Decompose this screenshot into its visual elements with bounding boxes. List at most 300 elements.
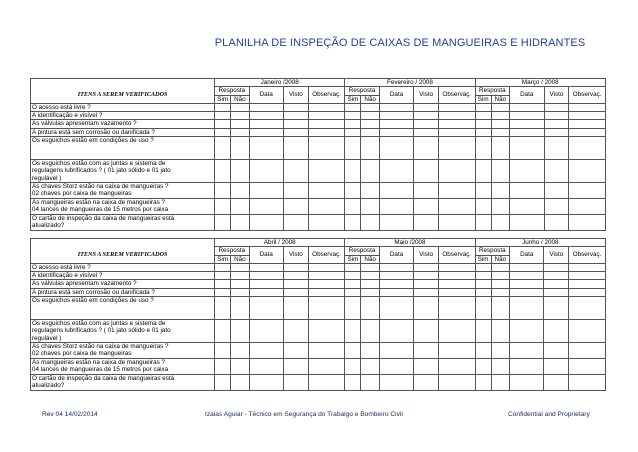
- answer-cell: [249, 120, 283, 128]
- answer-cell: [438, 182, 475, 198]
- item-text-line: As mangueiras estão na caixa de mangueiras ?: [32, 198, 166, 206]
- answer-cell: [379, 374, 413, 390]
- visto-header: Visto: [283, 247, 308, 264]
- answer-cell: [379, 263, 413, 271]
- sim-header: Sim: [345, 95, 361, 103]
- answer-cell: [231, 214, 249, 230]
- answer-cell: [361, 160, 379, 183]
- answer-cell: [475, 297, 491, 320]
- month-header: Junho / 2008: [475, 239, 605, 247]
- answer-cell: [284, 198, 309, 214]
- answer-cell: [361, 198, 379, 214]
- answer-cell: [215, 297, 231, 320]
- answer-cell: [569, 112, 606, 120]
- answer-cell: [231, 112, 249, 120]
- answer-cell: [569, 198, 606, 214]
- answer-cell: [544, 320, 569, 343]
- answer-cell: [379, 280, 413, 288]
- answer-cell: [569, 128, 606, 136]
- answer-cell: [544, 280, 569, 288]
- answer-cell: [283, 358, 308, 374]
- answer-cell: [231, 137, 249, 160]
- answer-cell: [544, 182, 569, 198]
- answer-cell: [361, 297, 379, 320]
- item-3: [31, 280, 215, 288]
- nao-header: Não: [491, 95, 509, 103]
- item-text-line: O acesso está livre ?: [32, 263, 91, 271]
- inspection-table-q1: [30, 78, 606, 231]
- blank-cell: [31, 79, 215, 87]
- answer-cell: [361, 182, 379, 198]
- answer-cell: [414, 297, 439, 320]
- answer-cell: [249, 342, 283, 358]
- answer-cell: [215, 263, 231, 271]
- answer-cell: [215, 103, 231, 111]
- item-2: [31, 272, 215, 280]
- answer-cell: [379, 112, 413, 120]
- answer-cell: [249, 137, 283, 160]
- item-text-line: A pintura está sem corrosão ou danificada ?: [32, 128, 155, 136]
- answer-cell: [438, 198, 475, 214]
- answer-cell: [345, 320, 361, 343]
- answer-cell: [308, 120, 345, 128]
- answer-cell: [569, 297, 606, 320]
- answer-cell: [215, 160, 231, 183]
- item-7: [31, 342, 215, 358]
- answer-cell: [491, 182, 509, 198]
- answer-cell: [284, 137, 309, 160]
- answer-cell: [379, 160, 413, 183]
- answer-cell: [569, 342, 606, 358]
- answer-cell: [414, 342, 439, 358]
- footer-author: Izaias Aguiar - Técnico em Segurança do Trabalgo e Bombeiro Civil: [205, 411, 403, 418]
- answer-cell: [379, 182, 413, 198]
- answer-cell: [379, 297, 413, 320]
- month-header: Abril / 2008: [215, 239, 345, 247]
- answer-cell: [510, 182, 544, 198]
- answer-cell: [231, 263, 249, 271]
- answer-cell: [231, 182, 249, 198]
- answer-cell: [510, 272, 544, 280]
- answer-cell: [544, 128, 569, 136]
- answer-cell: [475, 128, 491, 136]
- answer-cell: [491, 297, 509, 320]
- item-text-line: regulagens lubrificados ? ( 01 jato sólido e 01 jato: [32, 167, 171, 175]
- item-5: [31, 297, 215, 320]
- answer-cell: [361, 128, 379, 136]
- answer-cell: [475, 112, 491, 120]
- answer-cell: [283, 272, 308, 280]
- answer-cell: [491, 120, 509, 128]
- answer-cell: [231, 272, 249, 280]
- answer-cell: [249, 358, 283, 374]
- item-8: [31, 358, 215, 374]
- answer-cell: [215, 288, 231, 296]
- answer-cell: [361, 374, 379, 390]
- answer-cell: [283, 288, 308, 296]
- answer-cell: [438, 137, 475, 160]
- item-6: [31, 160, 215, 183]
- answer-cell: [345, 128, 361, 136]
- answer-cell: [361, 342, 379, 358]
- answer-cell: [414, 263, 439, 271]
- answer-cell: [569, 320, 606, 343]
- answer-cell: [414, 358, 439, 374]
- data-header: Data: [249, 87, 283, 104]
- answer-cell: [544, 297, 569, 320]
- answer-cell: [475, 288, 491, 296]
- resposta-header: Resposta: [345, 247, 379, 255]
- answer-cell: [249, 214, 283, 230]
- answer-cell: [284, 120, 309, 128]
- answer-cell: [544, 374, 569, 390]
- answer-cell: [249, 272, 283, 280]
- answer-cell: [438, 128, 475, 136]
- answer-cell: [231, 120, 249, 128]
- answer-cell: [491, 280, 509, 288]
- visto-header: Visto: [544, 247, 569, 264]
- answer-cell: [475, 374, 491, 390]
- sim-header: Sim: [215, 95, 231, 103]
- answer-cell: [510, 128, 544, 136]
- blank-cell: [31, 239, 215, 247]
- answer-cell: [249, 297, 283, 320]
- answer-cell: [491, 160, 509, 183]
- answer-cell: [379, 198, 413, 214]
- answer-cell: [308, 280, 345, 288]
- answer-cell: [475, 272, 491, 280]
- answer-cell: [491, 320, 509, 343]
- item-2: [31, 112, 215, 120]
- item-text-line: regulável ): [32, 174, 62, 182]
- answer-cell: [283, 342, 308, 358]
- item-text-line: O cartão de inspeção da caixa de mangueiras está: [32, 214, 175, 222]
- answer-cell: [283, 320, 308, 343]
- item-text-line: Os esguichos estão em condições de uso ?: [32, 297, 154, 305]
- answer-cell: [414, 137, 439, 160]
- answer-cell: [438, 374, 475, 390]
- item-text-line: Os esguichos estão em condições de uso ?: [32, 137, 154, 145]
- answer-cell: [569, 374, 606, 390]
- observ-header: Observaç.: [438, 87, 475, 104]
- observ-header: Observaç.: [308, 247, 345, 264]
- answer-cell: [414, 214, 439, 230]
- item-text-line: A identificação e visível ?: [32, 112, 103, 120]
- item-9: [31, 374, 215, 390]
- visto-header: Visto: [284, 87, 309, 104]
- answer-cell: [249, 263, 283, 271]
- answer-cell: [379, 214, 413, 230]
- answer-cell: [283, 263, 308, 271]
- item-text-line: O cartão de inspeção da caixa de mangueiras está: [32, 374, 175, 382]
- sim-header: Sim: [475, 255, 491, 263]
- data-header: Data: [510, 87, 544, 104]
- answer-cell: [438, 342, 475, 358]
- answer-cell: [438, 214, 475, 230]
- answer-cell: [569, 160, 606, 183]
- answer-cell: [215, 112, 231, 120]
- answer-cell: [414, 198, 439, 214]
- answer-cell: [308, 214, 345, 230]
- answer-cell: [510, 280, 544, 288]
- answer-cell: [283, 297, 308, 320]
- answer-cell: [379, 320, 413, 343]
- answer-cell: [308, 272, 345, 280]
- answer-cell: [283, 374, 308, 390]
- item-1: [31, 103, 215, 111]
- answer-cell: [215, 342, 231, 358]
- answer-cell: [231, 358, 249, 374]
- answer-cell: [438, 120, 475, 128]
- answer-cell: [361, 112, 379, 120]
- answer-cell: [491, 358, 509, 374]
- answer-cell: [308, 112, 345, 120]
- answer-cell: [414, 160, 439, 183]
- answer-cell: [491, 103, 509, 111]
- item-9: [31, 214, 215, 230]
- resposta-header: Resposta: [475, 247, 509, 255]
- answer-cell: [544, 198, 569, 214]
- answer-cell: [569, 272, 606, 280]
- answer-cell: [361, 263, 379, 271]
- answer-cell: [231, 342, 249, 358]
- answer-cell: [491, 214, 509, 230]
- answer-cell: [510, 112, 544, 120]
- answer-cell: [569, 137, 606, 160]
- answer-cell: [510, 374, 544, 390]
- answer-cell: [414, 182, 439, 198]
- answer-cell: [438, 112, 475, 120]
- answer-cell: [345, 374, 361, 390]
- answer-cell: [215, 120, 231, 128]
- answer-cell: [345, 137, 361, 160]
- answer-cell: [569, 358, 606, 374]
- data-header: Data: [379, 87, 413, 104]
- answer-cell: [308, 374, 345, 390]
- item-text-line: atualizado?: [32, 382, 65, 390]
- answer-cell: [308, 342, 345, 358]
- answer-cell: [215, 280, 231, 288]
- answer-cell: [361, 280, 379, 288]
- answer-cell: [379, 272, 413, 280]
- answer-cell: [475, 263, 491, 271]
- answer-cell: [544, 288, 569, 296]
- answer-cell: [361, 320, 379, 343]
- resposta-header: Resposta: [215, 87, 249, 95]
- item-text-line: As válvulas apresentam vazamento ?: [32, 280, 137, 288]
- answer-cell: [379, 137, 413, 160]
- answer-cell: [215, 374, 231, 390]
- answer-cell: [284, 160, 309, 183]
- answer-cell: [510, 342, 544, 358]
- sim-header: Sim: [215, 255, 231, 263]
- answer-cell: [308, 160, 345, 183]
- data-header: Data: [510, 247, 544, 264]
- answer-cell: [345, 263, 361, 271]
- item-text-line: regulagens lubrificados ? ( 01 jato sólido e 01 jato: [32, 327, 171, 335]
- answer-cell: [510, 320, 544, 343]
- answer-cell: [510, 198, 544, 214]
- answer-cell: [249, 320, 283, 343]
- sim-header: Sim: [475, 95, 491, 103]
- answer-cell: [510, 137, 544, 160]
- answer-cell: [438, 358, 475, 374]
- answer-cell: [215, 128, 231, 136]
- item-text-line: As chaves Storz estão na caixa de mangueiras ?: [32, 342, 169, 350]
- answer-cell: [249, 198, 283, 214]
- answer-cell: [215, 358, 231, 374]
- answer-cell: [569, 214, 606, 230]
- month-header: Março / 2008: [475, 79, 605, 87]
- answer-cell: [345, 103, 361, 111]
- answer-cell: [510, 297, 544, 320]
- answer-cell: [438, 280, 475, 288]
- answer-cell: [308, 137, 345, 160]
- answer-cell: [249, 288, 283, 296]
- answer-cell: [231, 280, 249, 288]
- answer-cell: [438, 297, 475, 320]
- answer-cell: [475, 137, 491, 160]
- answer-cell: [249, 182, 283, 198]
- item-6: [31, 320, 215, 343]
- observ-header: Observaç.: [569, 87, 606, 104]
- answer-cell: [345, 288, 361, 296]
- answer-cell: [414, 128, 439, 136]
- answer-cell: [475, 198, 491, 214]
- answer-cell: [544, 342, 569, 358]
- answer-cell: [491, 137, 509, 160]
- answer-cell: [345, 120, 361, 128]
- answer-cell: [231, 288, 249, 296]
- answer-cell: [544, 358, 569, 374]
- answer-cell: [215, 214, 231, 230]
- answer-cell: [215, 320, 231, 343]
- answer-cell: [345, 182, 361, 198]
- answer-cell: [379, 288, 413, 296]
- answer-cell: [414, 320, 439, 343]
- item-text-line: 02 chaves por caixa de mangueiras: [32, 190, 132, 198]
- answer-cell: [491, 112, 509, 120]
- answer-cell: [379, 128, 413, 136]
- answer-cell: [249, 280, 283, 288]
- answer-cell: [544, 120, 569, 128]
- answer-cell: [361, 103, 379, 111]
- answer-cell: [475, 342, 491, 358]
- answer-cell: [345, 272, 361, 280]
- nao-header: Não: [361, 95, 379, 103]
- nao-header: Não: [491, 255, 509, 263]
- answer-cell: [414, 103, 439, 111]
- answer-cell: [438, 320, 475, 343]
- answer-cell: [544, 272, 569, 280]
- answer-cell: [345, 214, 361, 230]
- answer-cell: [345, 198, 361, 214]
- data-header: Data: [379, 247, 413, 264]
- answer-cell: [414, 272, 439, 280]
- answer-cell: [491, 272, 509, 280]
- answer-cell: [510, 120, 544, 128]
- answer-cell: [438, 103, 475, 111]
- answer-cell: [361, 288, 379, 296]
- answer-cell: [544, 160, 569, 183]
- answer-cell: [569, 103, 606, 111]
- answer-cell: [249, 103, 283, 111]
- items-column-header: ITENS A SEREM VERIFICADOS: [31, 87, 215, 104]
- answer-cell: [475, 160, 491, 183]
- answer-cell: [379, 358, 413, 374]
- answer-cell: [475, 358, 491, 374]
- item-text-line: A identificação e visível ?: [32, 272, 103, 280]
- answer-cell: [510, 358, 544, 374]
- answer-cell: [308, 320, 345, 343]
- sim-header: Sim: [345, 255, 361, 263]
- answer-cell: [284, 112, 309, 120]
- answer-cell: [438, 160, 475, 183]
- answer-cell: [544, 137, 569, 160]
- answer-cell: [475, 214, 491, 230]
- item-7: [31, 182, 215, 198]
- answer-cell: [491, 198, 509, 214]
- answer-cell: [569, 280, 606, 288]
- item-text-line: atualizado?: [32, 222, 65, 230]
- observ-header: Observaç.: [569, 247, 606, 264]
- answer-cell: [308, 198, 345, 214]
- resposta-header: Resposta: [345, 87, 379, 95]
- answer-cell: [475, 103, 491, 111]
- month-header: Fevereiro / 2008: [345, 79, 475, 87]
- month-header: Janeiro /2008: [215, 79, 345, 87]
- data-header: Data: [249, 247, 283, 264]
- answer-cell: [491, 263, 509, 271]
- answer-cell: [414, 280, 439, 288]
- item-text-line: A pintura está sem corrosão ou danificada ?: [32, 288, 155, 296]
- nao-header: Não: [361, 255, 379, 263]
- answer-cell: [569, 182, 606, 198]
- answer-cell: [414, 112, 439, 120]
- item-text-line: As válvulas apresentam vazamento ?: [32, 120, 137, 128]
- answer-cell: [284, 214, 309, 230]
- answer-cell: [345, 297, 361, 320]
- item-5: [31, 137, 215, 160]
- answer-cell: [283, 280, 308, 288]
- answer-cell: [491, 128, 509, 136]
- footer-confidential: Confidential and Proprietary: [508, 411, 590, 418]
- answer-cell: [544, 263, 569, 271]
- item-text-line: regulável ): [32, 334, 62, 342]
- answer-cell: [231, 374, 249, 390]
- answer-cell: [231, 297, 249, 320]
- answer-cell: [544, 214, 569, 230]
- item-3: [31, 120, 215, 128]
- answer-cell: [345, 358, 361, 374]
- answer-cell: [308, 358, 345, 374]
- answer-cell: [284, 103, 309, 111]
- page-title: PLANILHA DE INSPEÇÃO DE CAIXAS DE MANGUEIRAS E HIDRANTES: [214, 37, 586, 49]
- answer-cell: [510, 288, 544, 296]
- answer-cell: [361, 272, 379, 280]
- visto-header: Visto: [544, 87, 569, 104]
- answer-cell: [361, 214, 379, 230]
- answer-cell: [438, 272, 475, 280]
- answer-cell: [414, 120, 439, 128]
- answer-cell: [569, 263, 606, 271]
- answer-cell: [215, 198, 231, 214]
- answer-cell: [569, 288, 606, 296]
- answer-cell: [544, 103, 569, 111]
- answer-cell: [308, 103, 345, 111]
- answer-cell: [475, 320, 491, 343]
- answer-cell: [569, 120, 606, 128]
